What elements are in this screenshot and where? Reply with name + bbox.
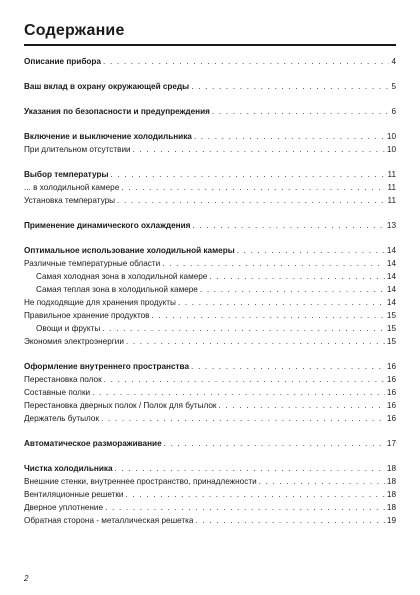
dot-leader: [103, 55, 389, 68]
toc-entry-title: Перестановка дверных полок / Полок для бутылок: [24, 401, 217, 410]
dot-leader: [209, 270, 385, 283]
dot-leader: [126, 335, 385, 348]
toc-entry-page: 18: [386, 503, 396, 512]
toc-entry-title: Самая холодная зона в холодильной камере: [36, 272, 208, 281]
toc-entry[interactable]: [24, 55, 396, 68]
toc-entry[interactable]: [24, 373, 396, 386]
page-number: 2: [24, 574, 29, 583]
toc-entry-page: 15: [386, 311, 396, 320]
dot-leader: [121, 181, 385, 194]
dot-leader: [192, 219, 384, 232]
toc-entry-page: 4: [391, 57, 396, 66]
table-of-contents: [24, 55, 396, 527]
toc-entry-page: 14: [386, 285, 396, 294]
toc-entry-title: Экономия электроэнергии: [24, 337, 124, 346]
toc-entry-title: Внешние стенки, внутреннее пространство, принадлежности: [24, 477, 257, 486]
toc-entry-title: Указания по безопасности и предупреждения: [24, 107, 210, 116]
dot-leader: [102, 322, 385, 335]
dot-leader: [194, 130, 385, 143]
toc-entry[interactable]: [24, 322, 396, 335]
toc-entry-title: Овощи и фрукты: [36, 324, 101, 333]
toc-entry[interactable]: [24, 309, 396, 322]
toc-entry-page: 18: [386, 464, 396, 473]
dot-leader: [133, 143, 385, 156]
toc-entry[interactable]: [24, 335, 396, 348]
toc-entry-title: Обратная сторона - металлическая решетка: [24, 516, 194, 525]
dot-leader: [152, 309, 385, 322]
toc-entry[interactable]: [24, 283, 396, 296]
title-divider: [24, 44, 396, 46]
toc-entry[interactable]: [24, 488, 396, 501]
toc-entry-page: 10: [386, 132, 396, 141]
toc-entry-page: 16: [386, 388, 396, 397]
toc-entry-page: 14: [386, 298, 396, 307]
dot-leader: [104, 373, 385, 386]
toc-entry-title: Чистка холодильника: [24, 464, 113, 473]
page-title: Содержание: [24, 22, 125, 39]
toc-entry[interactable]: [24, 181, 396, 194]
toc-entry-page: 13: [386, 221, 396, 230]
toc-entry[interactable]: [24, 437, 396, 450]
toc-entry-page: 18: [386, 477, 396, 486]
dot-leader: [110, 168, 385, 181]
toc-entry-title: Применение динамического охлаждения: [24, 221, 191, 230]
dot-leader: [212, 105, 390, 118]
toc-entry[interactable]: [24, 270, 396, 283]
toc-entry-title: Выбор температуры: [24, 170, 109, 179]
toc-entry-page: 17: [386, 439, 396, 448]
toc-entry-page: 19: [386, 516, 396, 525]
toc-entry[interactable]: [24, 399, 396, 412]
toc-entry[interactable]: [24, 219, 396, 232]
dot-leader: [126, 488, 385, 501]
dot-leader: [191, 360, 385, 373]
toc-entry-page: 15: [386, 337, 396, 346]
toc-entry[interactable]: [24, 143, 396, 156]
toc-entry[interactable]: [24, 360, 396, 373]
toc-entry-page: 11: [387, 196, 396, 205]
toc-entry-title: Самая теплая зона в холодильной камере: [36, 285, 198, 294]
toc-entry[interactable]: [24, 386, 396, 399]
toc-entry-title: Установка температуры: [24, 196, 116, 205]
dot-leader: [196, 514, 385, 527]
toc-entry-page: 11: [387, 170, 396, 179]
dot-leader: [117, 194, 385, 207]
toc-entry-title: Составные полки: [24, 388, 91, 397]
dot-leader: [178, 296, 385, 309]
toc-entry-title: Оформление внутреннего пространства: [24, 362, 189, 371]
toc-entry-title: Держатель бутылок: [24, 414, 100, 423]
dot-leader: [200, 283, 385, 296]
toc-entry-title: ... в холодильной камере: [24, 183, 120, 192]
toc-entry[interactable]: [24, 514, 396, 527]
toc-entry-page: 16: [386, 401, 396, 410]
dot-leader: [105, 501, 385, 514]
toc-entry-title: Описание прибора: [24, 57, 101, 66]
toc-entry-title: Дверное уплотнение: [24, 503, 104, 512]
toc-entry-page: 14: [386, 259, 396, 268]
toc-entry-title: Правильное хранение продуктов: [24, 311, 150, 320]
toc-entry-page: 11: [387, 183, 396, 192]
toc-entry[interactable]: [24, 194, 396, 207]
toc-entry-title: Различные температурные области: [24, 259, 161, 268]
toc-entry-title: При длительном отсутствии: [24, 145, 131, 154]
toc-entry-title: Вентиляционные решетки: [24, 490, 124, 499]
toc-entry-page: 18: [386, 490, 396, 499]
toc-entry[interactable]: [24, 475, 396, 488]
toc-entry-title: Не подходящие для хранения продукты: [24, 298, 176, 307]
toc-entry[interactable]: [24, 244, 396, 257]
toc-entry-page: 16: [386, 362, 396, 371]
toc-entry-title: Оптимальное использование холодильной камеры: [24, 246, 235, 255]
toc-entry-page: 14: [386, 272, 396, 281]
dot-leader: [164, 437, 385, 450]
toc-entry[interactable]: [24, 501, 396, 514]
dot-leader: [92, 386, 385, 399]
dot-leader: [191, 80, 389, 93]
toc-entry-page: 10: [386, 145, 396, 154]
dot-leader: [101, 412, 385, 425]
toc-entry-title: Включение и выключение холодильника: [24, 132, 192, 141]
dot-leader: [218, 399, 384, 412]
toc-entry[interactable]: [24, 296, 396, 309]
dot-leader: [162, 257, 385, 270]
toc-entry-page: 15: [386, 324, 396, 333]
toc-entry[interactable]: [24, 130, 396, 143]
dot-leader: [237, 244, 385, 257]
toc-entry-page: 16: [386, 414, 396, 423]
toc-entry-title: Автоматическое размораживание: [24, 439, 162, 448]
toc-entry-page: 5: [391, 82, 396, 91]
toc-entry-page: 6: [391, 107, 396, 116]
toc-entry[interactable]: [24, 105, 396, 118]
toc-entry-title: Перестановка полок: [24, 375, 102, 384]
toc-entry[interactable]: [24, 80, 396, 93]
toc-entry-page: 14: [386, 246, 396, 255]
toc-entry[interactable]: [24, 412, 396, 425]
toc-entry[interactable]: [24, 168, 396, 181]
toc-entry-page: 16: [386, 375, 396, 384]
dot-leader: [259, 475, 385, 488]
toc-entry-title: Ваш вклад в охрану окружающей среды: [24, 82, 190, 91]
toc-entry[interactable]: [24, 257, 396, 270]
dot-leader: [115, 462, 385, 475]
toc-entry[interactable]: [24, 462, 396, 475]
